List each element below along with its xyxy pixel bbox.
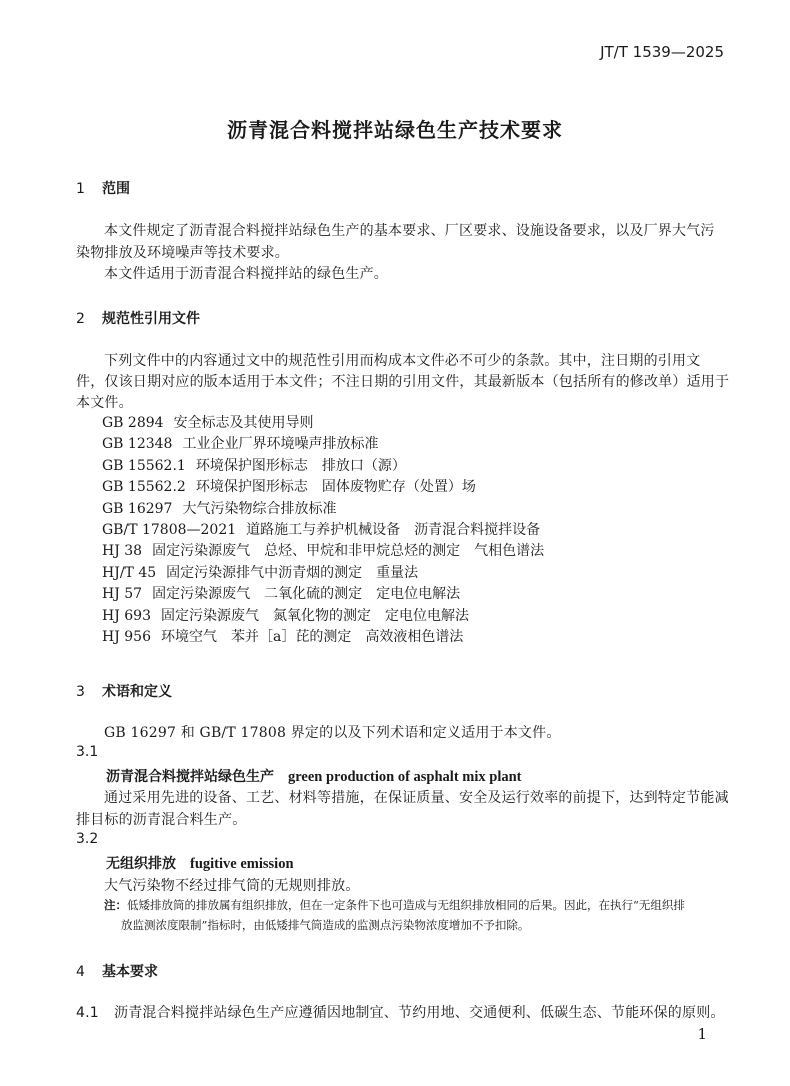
document-title: 沥青混合料搅拌站绿色生产技术要求: [227, 118, 563, 142]
section-2-para-line-3: 本文件。: [76, 395, 133, 411]
reference-code: HJ 57: [102, 586, 143, 603]
reference-code: GB 12348: [102, 436, 173, 453]
reference-title: 安全标志及其使用导则: [173, 415, 314, 431]
reference-item: [102, 563, 544, 584]
term-3-1-heading: [106, 766, 522, 786]
section-2-para-line-1: 下列文件中的内容通过文中的规范性引用而构成本文件必不可少的条款。其中，注日期的引用文: [104, 353, 701, 369]
reference-code: HJ 693: [102, 607, 151, 624]
reference-item: [102, 413, 544, 434]
section-number: 3: [76, 684, 85, 700]
reference-title: 环境保护图形标志 固体废物贮存（处置）场: [195, 479, 476, 496]
clause-text: 沥青混合料搅拌站绿色生产应遵循因地制宜、节约用地、交通便利、低碳生态、节能环保的原则。: [114, 1005, 725, 1021]
section-title: 基本要求: [102, 964, 158, 980]
reference-item: [102, 520, 544, 541]
section-1-para-2: 本文件适用于沥青混合料搅拌站的绿色生产。: [104, 266, 388, 282]
term-english: fugitive emission: [190, 856, 294, 872]
reference-item: [102, 541, 544, 562]
reference-code: GB 16297: [102, 500, 173, 517]
reference-title: 固定污染源废气 氮氧化物的测定 定电位电解法: [161, 607, 469, 624]
section-2-heading: [76, 308, 200, 328]
term-english: green production of asphalt mix plant: [288, 769, 522, 785]
term-3-2-note-line-2: 放监测浓度限制”指标时，由低矮排气筒造成的监测点污染物浓度增加不予扣除。: [121, 918, 530, 932]
term-3-2-number: 3.2: [76, 831, 99, 847]
reference-code: GB/T 17808—2021: [102, 522, 237, 539]
reference-title: 环境保护图形标志 排放口（源）: [195, 457, 406, 474]
section-3-intro: GB 16297 和 GB/T 17808 界定的以及下列术语和定义适用于本文件。: [104, 725, 561, 741]
term-3-1-definition-line-2: 排目标的沥青混合料生产。: [76, 812, 247, 828]
term-chinese: 无组织排放: [106, 856, 176, 872]
term-3-2-note-line-1: [104, 897, 685, 913]
section-number: 2: [76, 311, 85, 327]
reference-title: 环境空气 苯并［a］芘的测定 高效液相色谱法: [161, 629, 464, 646]
normative-references-list: [102, 413, 544, 648]
reference-title: 固定污染源废气 二氧化硫的测定 定电位电解法: [152, 586, 461, 603]
reference-title: 工业企业厂界环境噪声排放标准: [182, 436, 379, 453]
clause-number: 4.1: [76, 1005, 99, 1021]
section-1-heading: [76, 178, 130, 198]
term-3-1-definition-line-1: 通过采用先进的设备、工艺、材料等措施，在保证质量、安全及运行效率的前提下，达到特定节能减: [104, 790, 729, 806]
section-1-para-1-line-2: 染物排放及环境噪声等技术要求。: [76, 245, 289, 261]
reference-item: [102, 584, 544, 605]
reference-item: [102, 499, 544, 520]
section-3-heading: [76, 681, 172, 701]
note-text: 低矮排放筒的排放属有组织排放，但在一定条件下也可造成与无组织排放相同的后果。因此，在执行“无组织排: [127, 898, 685, 912]
reference-title: 固定污染源废气 总烃、甲烷和非甲烷总烃的测定 气相色谱法: [152, 543, 545, 560]
reference-code: HJ 956: [102, 629, 151, 646]
section-title: 范围: [102, 181, 130, 197]
section-title: 术语和定义: [102, 684, 172, 700]
page-number: 1: [697, 1025, 707, 1043]
term-3-2-definition: 大气污染物不经过排气筒的无规则排放。: [104, 878, 360, 894]
reference-item: [102, 477, 544, 498]
clause-4-1: [76, 1002, 725, 1022]
reference-title: 大气污染物综合排放标准: [182, 500, 337, 517]
reference-title: 固定污染源排气中沥青烟的测定 重量法: [166, 564, 419, 581]
reference-item: [102, 606, 544, 627]
section-4-heading: [76, 961, 158, 981]
section-number: 1: [76, 181, 85, 197]
term-chinese: 沥青混合料搅拌站绿色生产: [106, 769, 274, 785]
section-2-para-line-2: 件，仅该日期对应的版本适用于本文件；不注日期的引用文件，其最新版本（包括所有的修改单）适用于: [76, 374, 730, 390]
term-3-2-heading: [106, 853, 294, 873]
section-title: 规范性引用文件: [102, 311, 200, 327]
reference-title: 道路施工与养护机械设备 沥青混合料搅拌设备: [246, 522, 541, 539]
reference-code: HJ/T 45: [102, 564, 157, 581]
reference-item: [102, 434, 544, 455]
term-3-1-number: 3.1: [76, 744, 99, 760]
note-label: 注：: [104, 898, 127, 912]
reference-code: HJ 38: [102, 543, 143, 560]
reference-code: GB 15562.2: [102, 479, 186, 496]
reference-code: GB 15562.1: [102, 457, 186, 474]
reference-item: [102, 456, 544, 477]
reference-code: GB 2894: [102, 415, 164, 431]
reference-item: [102, 627, 544, 648]
standard-code: JT/T 1539—2025: [600, 43, 724, 61]
section-1-para-1-line-1: 本文件规定了沥青混合料搅拌站绿色生产的基本要求、厂区要求、设施设备要求，以及厂界大气污: [104, 223, 715, 239]
section-number: 4: [76, 964, 85, 980]
